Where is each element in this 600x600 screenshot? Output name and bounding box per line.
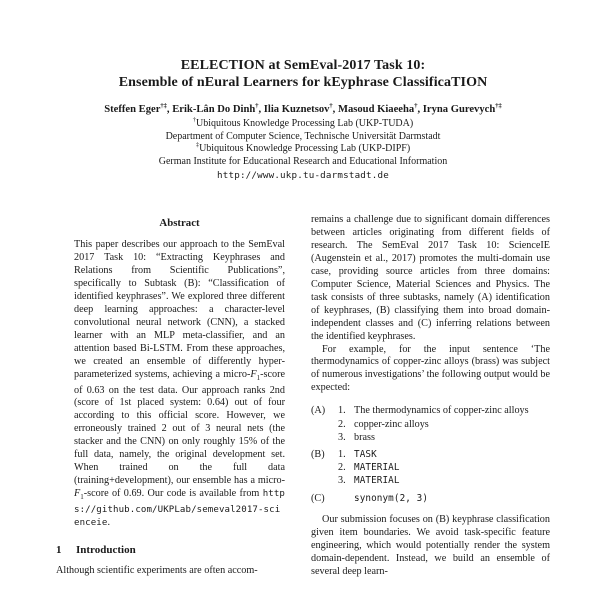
- authors-line: Steffen Eger†‡, Erik-Lân Do Dinh†, Ilia Kuznetsov†, Masoud Kiaeeha†, Iryna Gurevych†‡: [104, 102, 502, 115]
- section-1-heading: [56, 544, 303, 556]
- section-title: Introduction: [76, 544, 136, 557]
- example-item-text: The thermodynamics of copper-zinc alloys: [354, 405, 529, 417]
- example-item-number: 1.: [338, 405, 346, 417]
- section-number: 1: [56, 544, 62, 557]
- affiliation-line: German Institute for Educational Research and Educational Information: [158, 155, 448, 167]
- example-item: [338, 431, 550, 444]
- example-item-text: brass: [354, 431, 375, 443]
- example-item-text: TASK: [354, 448, 377, 460]
- paragraph-example-intro: For example, for the input sentence ‘The thermodynamics of copper-zinc alloys (brass) was subject of numerous investigations’ the following output would be expected:: [311, 343, 550, 394]
- code-repository-link[interactable]: https://github.com/UKPLab/semeval2017-scienceie: [74, 489, 285, 529]
- affiliation-line: †Ubiquitous Knowledge Processing Lab (UKP-TUDA): [192, 116, 414, 129]
- affiliation-line: Department of Computer Science, Technische Universität Darmstadt: [165, 130, 441, 142]
- author-name: Steffen Eger†‡: [104, 102, 167, 115]
- affiliation-line: ‡Ubiquitous Knowledge Processing Lab (UKP-DIPF): [195, 141, 411, 154]
- example-group: [311, 448, 550, 488]
- right-column: [311, 214, 550, 579]
- lab-website-link[interactable]: http://www.ukp.tu-darmstadt.de: [217, 170, 389, 181]
- example-group-label: (A): [311, 405, 326, 417]
- example-item-number: 1.: [338, 448, 346, 460]
- example-item-text: MATERIAL: [354, 475, 400, 487]
- example-item-text: synonym(2, 3): [354, 492, 429, 504]
- example-group: [311, 492, 550, 505]
- example-item-text: copper-zinc alloys: [354, 418, 429, 430]
- example-output-list: [311, 404, 550, 504]
- abstract-text: This paper describes our approach to the SemEval 2017 Task 10: “Extracting Keyphrases and Relations from Scientific Publications”, specifically to Subtask (B): “Classification of identified keyphrases”. We explored three different deep learning approaches: a character-level convolutional neural network (CNN), a stacked learner with an MLP meta-classifier, and an attention based Bi-LSTM. From these approaches, we created an ensemble of differently hyper-parameterized systems, achieving a micro-$F_1$-score of 0.63 on the test data. Our approach ranks 2nd (score of 1st placed system: 0.64) out of four according to this official score. However, we erroneously trained 2 out of 3 neural nets (the stacker and the CNN) on only roughly 15% of the full data, namely, the original development set. When trained on the full data (training+development), our ensemble has a micro-$F_1$-score of 0.69. Our code is available from https://github.com/UKPLab/semeval2017-scienceie.: [74, 239, 285, 529]
- left-column: [56, 214, 303, 579]
- f1-score-symbol: $F_1$: [74, 488, 84, 502]
- author-name: Iryna Gurevych†‡: [422, 102, 502, 115]
- example-group-label: (C): [311, 492, 325, 504]
- f1-score-symbol: $F_1$: [250, 368, 261, 382]
- paragraph-task-description: remains a challenge due to significant domain differences between articles originating from different fields of research. The SemEval 2017 Task 10: ScienceIE (Augenstein et al., 2017) promotes the multi-domain use case, providing source articles from three domains: Computer Science, Material Sciences and Physics. The task consists of three subtasks, namely (A) identification of keyphrases, (B) classifying them into broad domain-independent classes and (C) inferring relations between the identified keyphrases.: [311, 214, 550, 342]
- example-group: [311, 404, 550, 444]
- example-item-number: 2.: [338, 462, 346, 474]
- author-name: Erik-Lân Do Dinh†: [172, 102, 259, 115]
- author-name: Ilia Kuznetsov†: [263, 102, 333, 115]
- introduction-first-line: Although scientific experiments are often accom-: [56, 565, 258, 577]
- affiliations-block: [56, 118, 550, 168]
- paper-title-line-2: Ensemble of nEural Learners for kEyphrase ClassificaTION: [118, 75, 488, 90]
- example-item-number: 3.: [338, 431, 346, 443]
- author-name: Masoud Kiaeeha†: [337, 102, 418, 115]
- example-item: [338, 448, 550, 461]
- abstract-heading: Abstract: [159, 217, 200, 229]
- example-item-text: MATERIAL: [354, 462, 400, 474]
- example-item: [338, 404, 550, 417]
- example-item: [338, 492, 550, 505]
- example-item-number: [338, 492, 354, 505]
- paragraph-submission-focus: Our submission focuses on (B) keyphrase classification given item boundaries. We avoid task-specific feature engineering, which would potentially render the system domain-dependent. Instead, we build an ensemble of several deep learn-: [311, 513, 550, 577]
- paper-title: [56, 57, 550, 91]
- example-item-number: 3.: [338, 475, 346, 487]
- example-item-number: 2.: [338, 418, 346, 430]
- example-group-label: (B): [311, 448, 325, 460]
- example-item: [338, 461, 550, 474]
- two-column-body: [56, 214, 550, 579]
- example-item: [338, 474, 550, 487]
- paper-title-line-1: EELECTION at SemEval-2017 Task 10:: [180, 58, 426, 73]
- example-item: [338, 418, 550, 431]
